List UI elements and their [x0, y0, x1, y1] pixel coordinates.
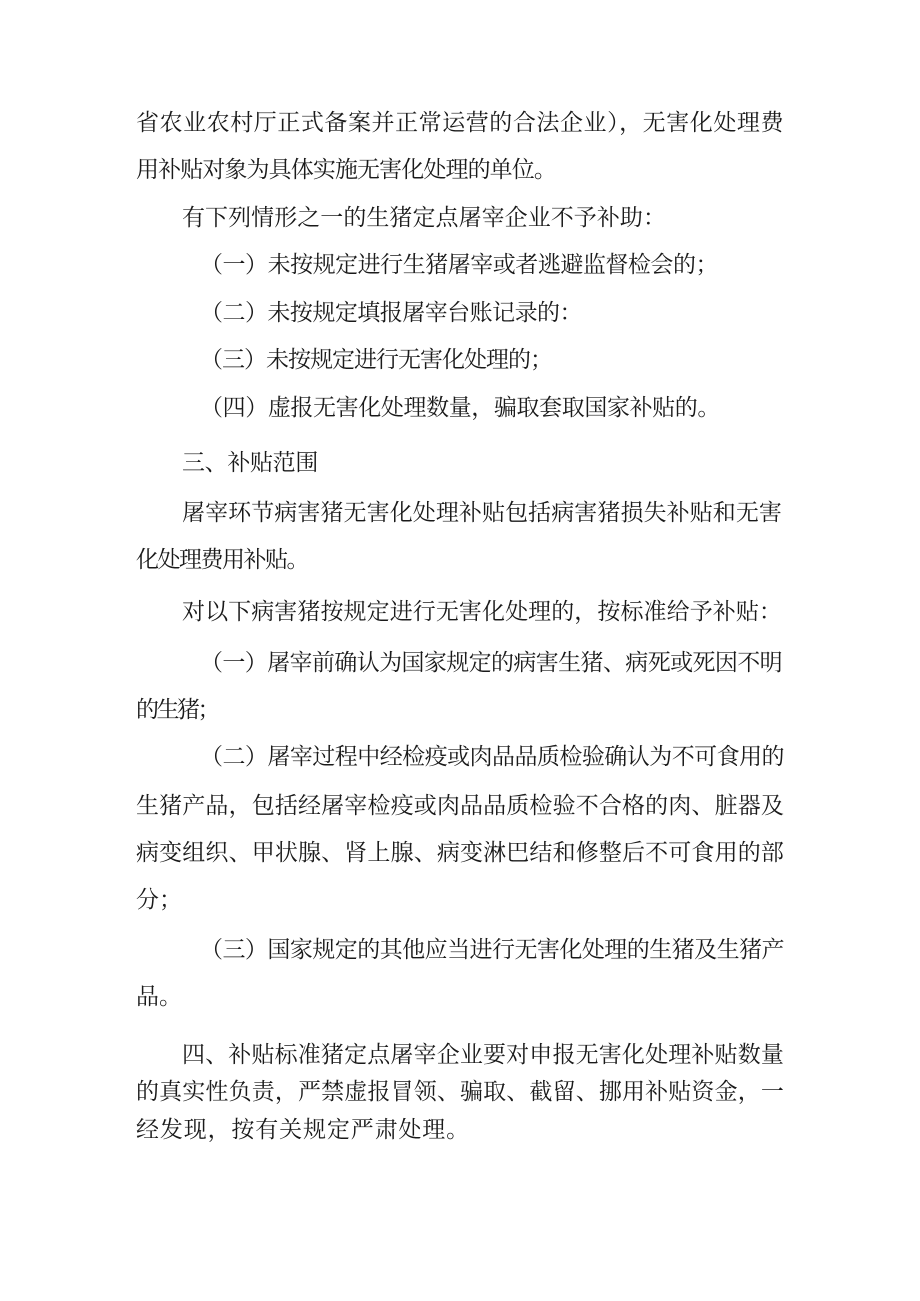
list-item: （一）屠宰前确认为国家规定的病害生猪、病死或死因不明 — [200, 650, 783, 676]
list-item: （四）虚报无害化处理数量，骗取套取国家补贴的。 — [200, 395, 721, 421]
paragraph-line: 对以下病害猪按规定进行无害化处理的，按标准给予补贴： — [182, 599, 782, 625]
paragraph-line: 经发现，按有关规定严肃处理。 — [136, 1117, 470, 1143]
list-item: 病变组织、甲状腺、肾上腺、病变淋巴结和修整后不可食用的部 — [136, 840, 784, 866]
list-item: 的生猪； — [136, 697, 218, 723]
paragraph-line: 省农业农村厅正式备案并正常运营的合法企业），无害化处理费 — [136, 110, 784, 136]
paragraph-line: 用补贴对象为具体实施无害化处理的单位。 — [136, 157, 557, 183]
paragraph-line: 的真实性负责，严禁虚报冒领、骗取、截留、挪用补贴资金，一 — [136, 1079, 784, 1105]
list-item: 品。 — [136, 984, 182, 1010]
list-item: （三）未按规定进行无害化处理的； — [200, 347, 552, 373]
paragraph-line: 屠宰环节病害猪无害化处理补贴包括病害猪损失补贴和无害 — [182, 500, 782, 526]
list-item: （二）屠宰过程中经检疫或肉品品质检验确认为不可食用的 — [200, 744, 785, 770]
paragraph-line: 有下列情形之一的生猪定点屠宰企业不予补助： — [182, 205, 666, 231]
list-item: （二）未按规定填报屠宰台账记录的： — [200, 300, 583, 326]
list-item: （一）未按规定进行生猪屠宰或者逃避监督检会的； — [200, 252, 719, 278]
paragraph-line: 化处理费用补贴。 — [136, 547, 308, 573]
list-item: 分； — [136, 887, 182, 913]
list-item: （三）国家规定的其他应当进行无害化处理的生猪及生猪产 — [200, 937, 785, 963]
section-heading: 三、补贴范围 — [182, 450, 319, 476]
section-heading: 四、补贴标准猪定点屠宰企业要对申报无害化处理补贴数量 — [182, 1042, 784, 1068]
list-item: 生猪产品，包括经屠宰检疫或肉品品质检验不合格的肉、脏器及 — [136, 793, 784, 819]
